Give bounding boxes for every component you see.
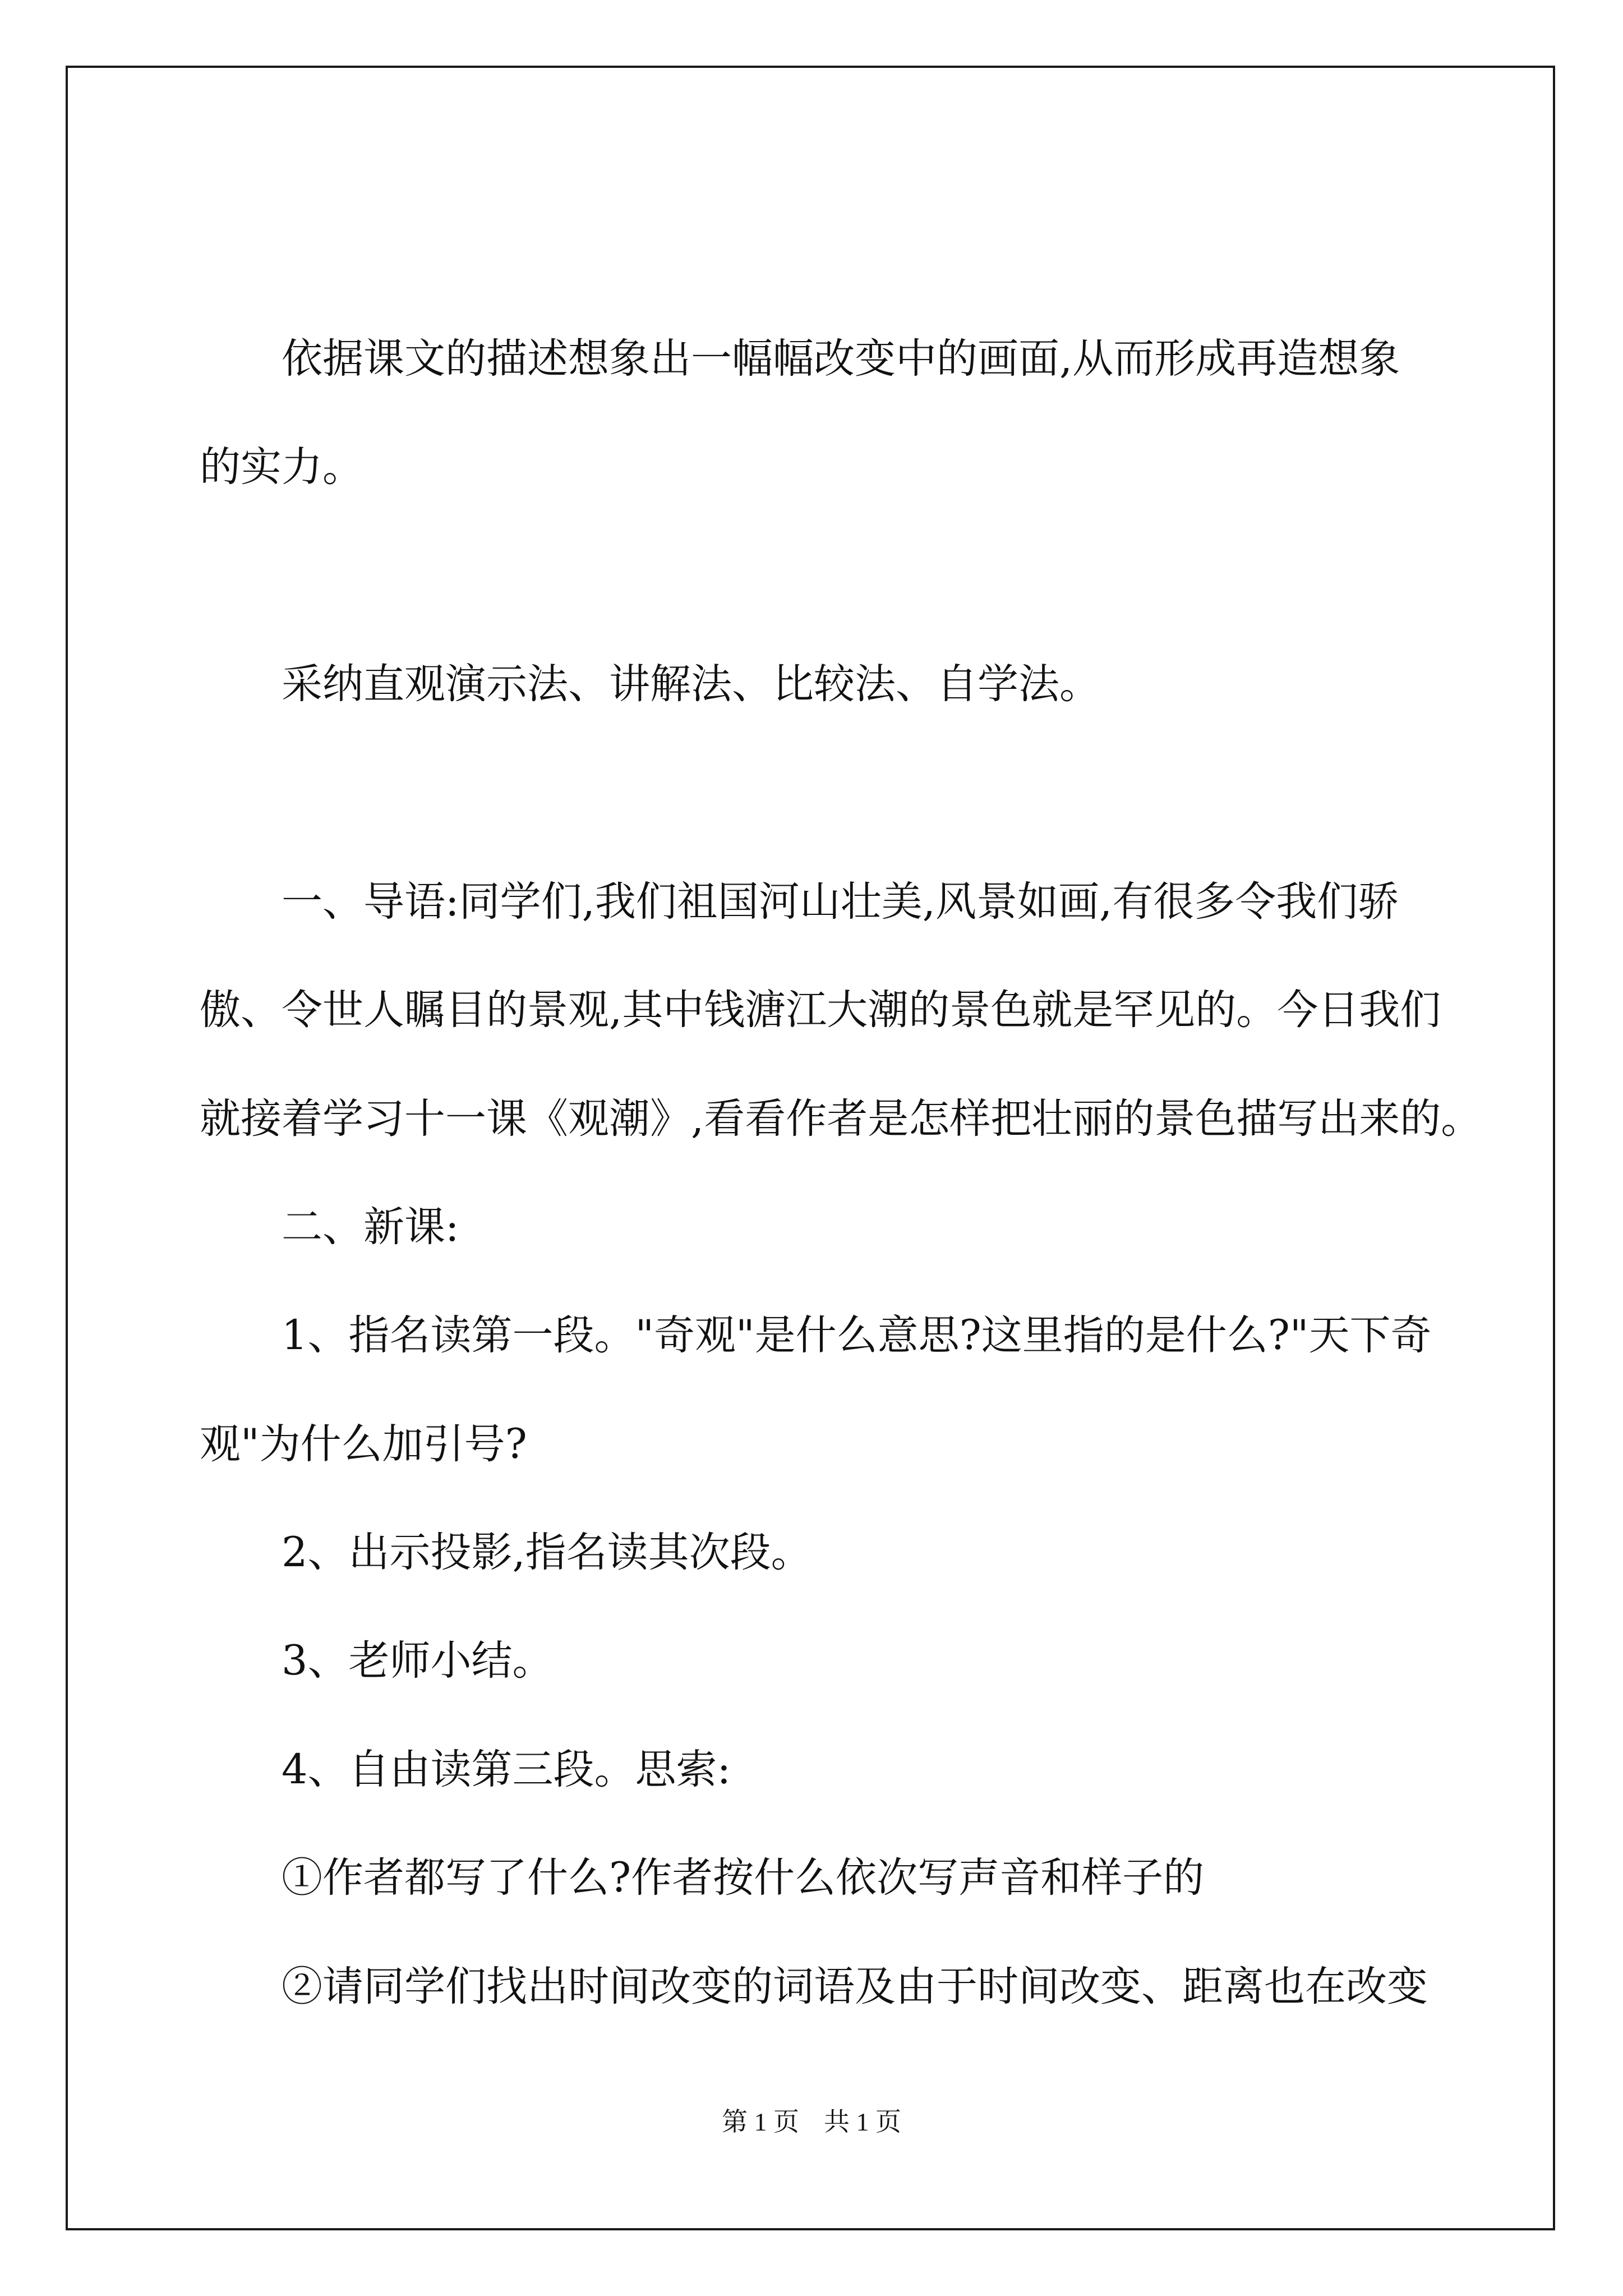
paragraph-7-line-1: 3、老师小结。 xyxy=(282,1637,554,1685)
paragraph-2-line-1: 采纳直观演示法、讲解法、比较法、自学法。 xyxy=(282,660,1100,708)
page-total: 共 1 页 xyxy=(824,2108,901,2136)
paragraph-1-line-1: 依据课文的描述想象出一幅幅改变中的画面,从而形成再造想象 xyxy=(282,335,1400,383)
paragraph-8-line-1: 4、自由读第三段。思索: xyxy=(282,1746,731,1793)
paragraph-3-line-3: 就接着学习十一课《观潮》,看看作者是怎样把壮丽的景色描写出来的。 xyxy=(200,1095,1482,1143)
paragraph-1-line-2: 的实力。 xyxy=(200,443,363,491)
page-number: 第 1 页 xyxy=(722,2108,799,2136)
paragraph-10-line-1: ②请同学们找出时间改变的词语及由于时间改变、距离也在改变 xyxy=(282,1963,1428,2010)
paragraph-4-line-1: 二、新课: xyxy=(282,1203,459,1251)
paragraph-5-line-1: 1、指名读第一段。"奇观"是什么意思?这里指的是什么?"天下奇 xyxy=(282,1312,1432,1359)
paragraph-5-line-2: 观"为什么加引号? xyxy=(200,1420,527,1468)
page-border xyxy=(66,66,1555,2230)
paragraph-9-line-1: ①作者都写了什么?作者按什么依次写声音和样子的 xyxy=(282,1854,1205,1902)
paragraph-3-line-2: 傲、令世人瞩目的景观,其中钱溏江大潮的景色就是罕见的。今日我们 xyxy=(200,986,1441,1034)
paragraph-6-line-1: 2、出示投影,指名读其次段。 xyxy=(282,1529,812,1576)
paragraph-3-line-1: 一、导语:同学们,我们祖国河山壮美,风景如画,有很多令我们骄 xyxy=(282,878,1399,926)
page-footer xyxy=(0,2101,1623,2138)
